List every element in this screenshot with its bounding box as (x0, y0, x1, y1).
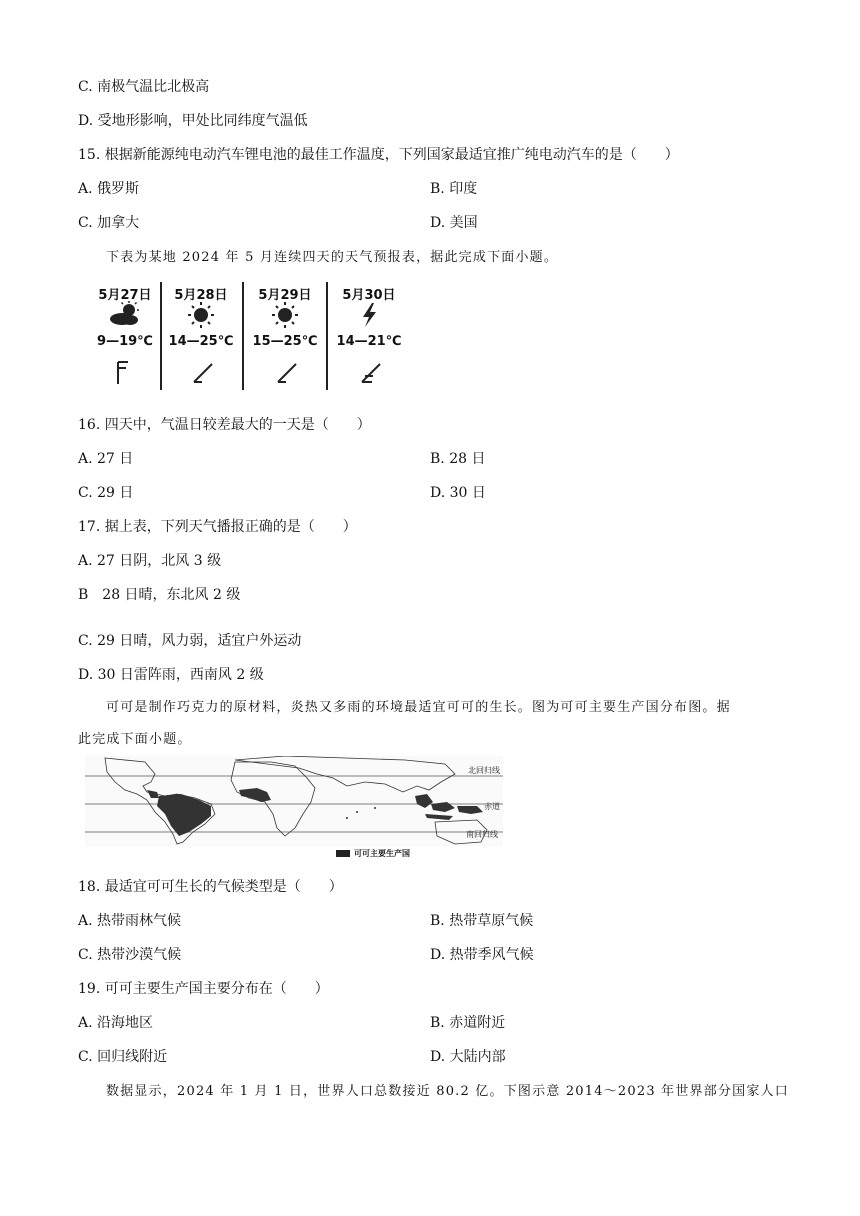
q19-option-b: B. 赤道附近 (430, 1015, 506, 1031)
cloudy-sun-icon (108, 300, 142, 330)
cocoa-distribution-map (85, 756, 503, 846)
population-intro: 数据显示，2024 年 1 月 1 日，世界人口总数接近 80.2 亿。下图示意 2014～2023 年世界部分国家人口 (106, 1084, 789, 1099)
q16-option-d: D. 30 日 (430, 485, 486, 501)
cocoa-intro-line2: 此完成下面小题。 (78, 732, 192, 747)
thunder-icon (352, 300, 386, 330)
map-legend (336, 848, 410, 859)
q17-option-c: C. 29 日晴，风力弱，适宜户外运动 (78, 633, 302, 649)
q19-option-c: C. 回归线附近 (78, 1049, 168, 1065)
map-label-tropic-capricorn: 南回归线 (466, 830, 498, 839)
q15-option-d: D. 美国 (430, 215, 478, 231)
weather-day-3 (246, 280, 324, 392)
q15-stem: 15. 根据新能源纯电动汽车锂电池的最佳工作温度，下列国家最适宜推广纯电动汽车的是（ ） (78, 147, 679, 163)
q18-option-b: B. 热带草原气候 (430, 913, 534, 929)
map-label-equator: 赤道 (484, 802, 500, 811)
weather-day-1 (86, 280, 164, 392)
q16-option-b: B. 28 日 (430, 451, 486, 467)
weather-day-2 (162, 280, 240, 392)
weather-divider (242, 282, 244, 390)
q19-stem: 19. 可可主要生产国主要分布在（ ） (78, 981, 329, 997)
q15-option-c: C. 加拿大 (78, 215, 140, 231)
weather-date: 5月30日 (342, 288, 396, 303)
q14-option-d: D. 受地形影响，甲处比同纬度气温低 (78, 113, 308, 129)
legend-label: 可可主要生产国 (354, 849, 410, 858)
sun-icon (184, 300, 218, 330)
q16-option-a: A. 27 日 (78, 451, 134, 467)
q19-option-d: D. 大陆内部 (430, 1049, 506, 1065)
north-wind-3-icon (112, 358, 142, 386)
weather-date: 5月29日 (258, 288, 312, 303)
q18-option-c: C. 热带沙漠气候 (78, 947, 182, 963)
northeast-wind-2-icon (272, 358, 302, 386)
q16-stem: 16. 四天中，气温日较差最大的一天是（ ） (78, 417, 371, 433)
weather-temp: 15—25℃ (252, 334, 318, 349)
q17-option-d: D. 30 日雷阵雨，西南风 2 级 (78, 667, 264, 683)
legend-swatch (336, 850, 350, 857)
weather-forecast-table (86, 280, 406, 392)
q15-option-a: A. 俄罗斯 (78, 181, 140, 197)
southwest-wind-2-icon (356, 358, 386, 386)
q14-option-c: C. 南极气温比北极高 (78, 79, 210, 95)
q17-option-b: B 28 日晴，东北风 2 级 (78, 587, 241, 603)
weather-intro: 下表为某地 2024 年 5 月连续四天的天气预报表，据此完成下面小题。 (106, 250, 559, 265)
weather-temp: 14—25℃ (168, 334, 234, 349)
q15-option-b: B. 印度 (430, 181, 478, 197)
q19-option-a: A. 沿海地区 (78, 1015, 154, 1031)
weather-temp: 14—21℃ (336, 334, 402, 349)
q17-option-a: A. 27 日阴，北风 3 级 (78, 553, 222, 569)
q18-option-a: A. 热带雨林气候 (78, 913, 182, 929)
weather-date: 5月27日 (98, 288, 152, 303)
cocoa-intro-line1: 可可是制作巧克力的原材料，炎热又多雨的环境最适宜可可的生长。图为可可主要生产国分布图。据 (106, 700, 731, 715)
q17-stem: 17. 据上表，下列天气播报正确的是（ ） (78, 519, 357, 535)
map-label-tropic-cancer: 北回归线 (468, 766, 500, 775)
q16-option-c: C. 29 日 (78, 485, 134, 501)
q18-option-d: D. 热带季风气候 (430, 947, 534, 963)
weather-divider (326, 282, 328, 390)
q18-stem: 18. 最适宜可可生长的气候类型是（ ） (78, 879, 343, 895)
weather-date: 5月28日 (174, 288, 228, 303)
weather-day-4 (330, 280, 408, 392)
weather-temp: 9—19℃ (97, 334, 153, 349)
sun-icon (268, 300, 302, 330)
northeast-wind-2-icon (188, 358, 218, 386)
